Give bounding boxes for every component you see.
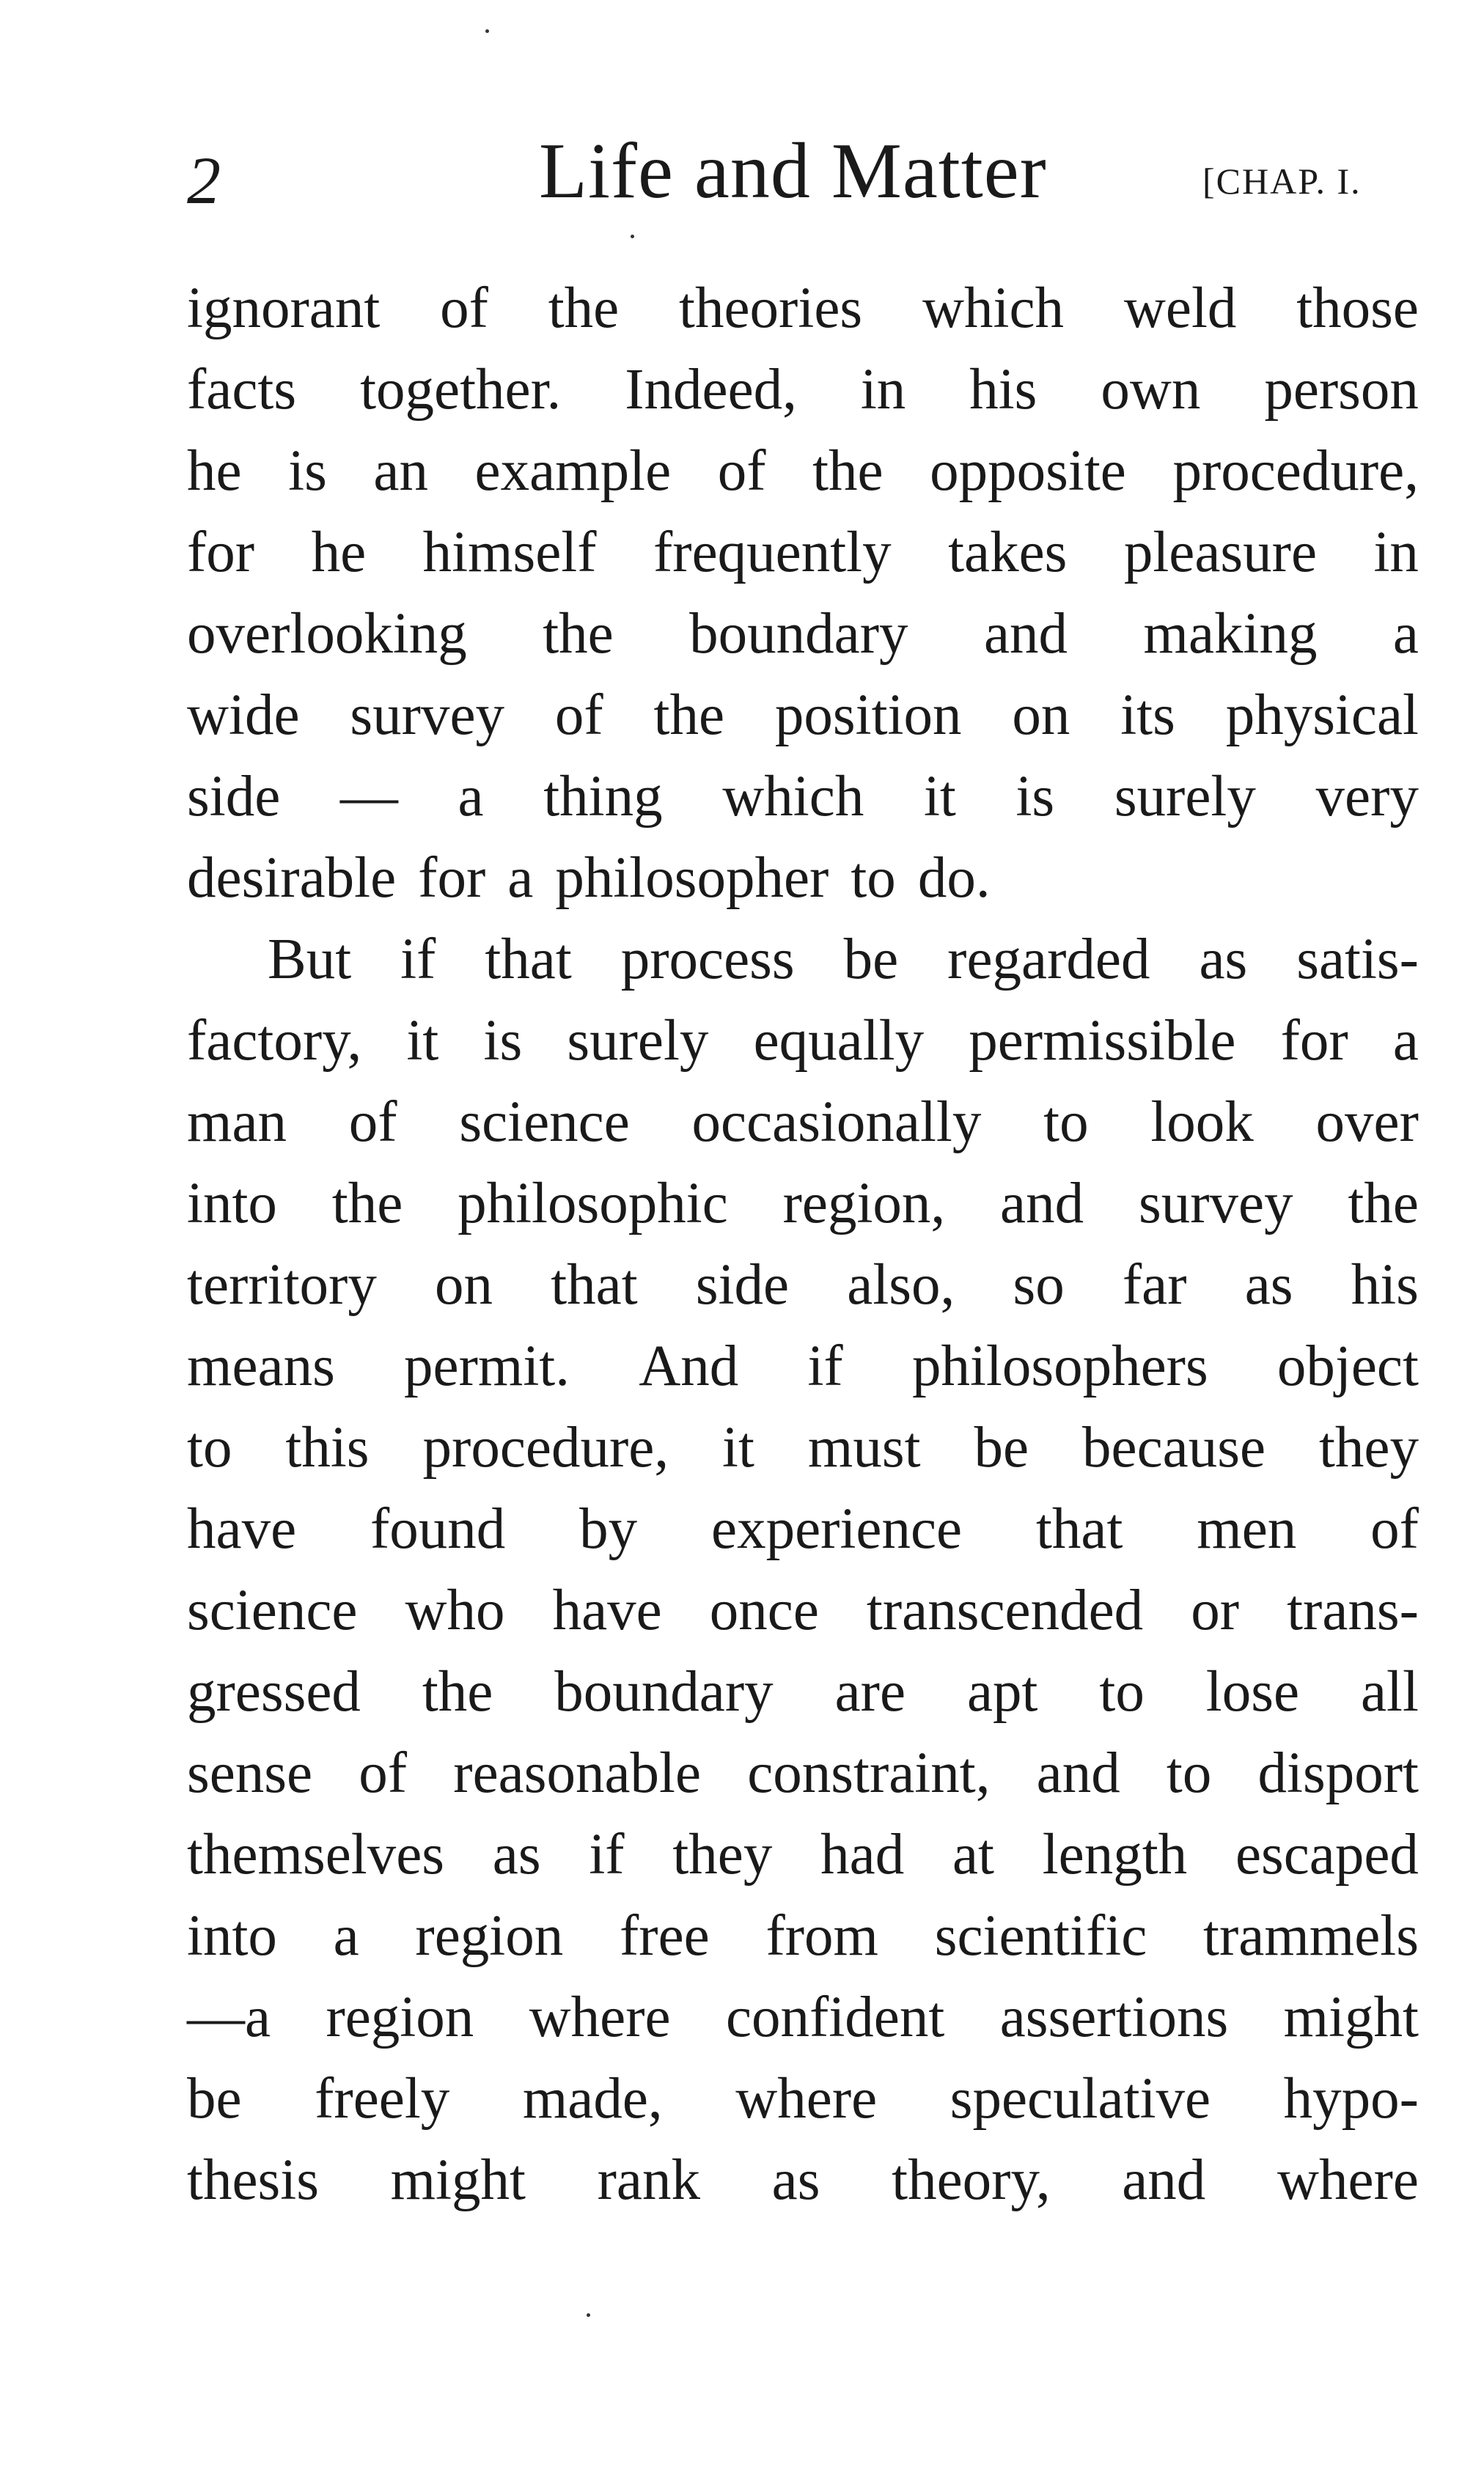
- body-text: [187, 268, 1419, 2221]
- text-line: into a region free from scientific trammels: [187, 1904, 1419, 1968]
- text-line: side — a thing which it is surely very: [187, 765, 1419, 829]
- paragraph: [187, 919, 1419, 2221]
- text-line: means permit. And if philosophers object: [187, 1334, 1419, 1398]
- text-line: for he himself frequently takes pleasure in: [187, 521, 1419, 584]
- text-line: to this procedure, it must be because they: [187, 1416, 1419, 1480]
- text-line: sense of reasonable constraint, and to disport: [187, 1741, 1419, 1805]
- page-number: 2: [187, 143, 221, 218]
- scan-dot-header: [631, 235, 634, 238]
- text-line: into the philosophic region, and survey the: [187, 1172, 1419, 1235]
- chapter-label: [CHAP. I.: [1202, 161, 1362, 202]
- text-line: have found by experience that men of: [187, 1497, 1419, 1561]
- text-line: wide survey of the position on its physical: [187, 683, 1419, 747]
- text-line: ignorant of the theories which weld those: [187, 276, 1419, 340]
- text-line: factory, it is surely equally permissible for a: [187, 1009, 1419, 1073]
- paragraph: [187, 268, 1419, 919]
- running-header: [0, 125, 1484, 220]
- text-line: he is an example of the opposite procedure,: [187, 439, 1419, 503]
- text-line: science who have once transcended or trans-: [187, 1579, 1419, 1642]
- text-line: themselves as if they had at length escaped: [187, 1823, 1419, 1887]
- text-line: overlooking the boundary and making a: [187, 602, 1419, 666]
- text-line: be freely made, where speculative hypo-: [187, 2067, 1419, 2131]
- running-title: Life and Matter: [539, 128, 1047, 215]
- text-line: thesis might rank as theory, and where: [187, 2148, 1419, 2212]
- scan-dot-bottom: [587, 2313, 590, 2317]
- text-line: facts together. Indeed, in his own person: [187, 358, 1419, 422]
- text-line: But if that process be regarded as satis-: [268, 928, 1419, 991]
- text-line: —a region where confident assertions might: [187, 1986, 1419, 2049]
- text-line: desirable for a philosopher to do.: [187, 846, 991, 910]
- text-line: gressed the boundary are apt to lose all: [187, 1660, 1419, 1724]
- text-line: territory on that side also, so far as his: [187, 1253, 1419, 1317]
- scan-dot-top: [485, 29, 489, 33]
- text-line: man of science occasionally to look over: [187, 1090, 1419, 1154]
